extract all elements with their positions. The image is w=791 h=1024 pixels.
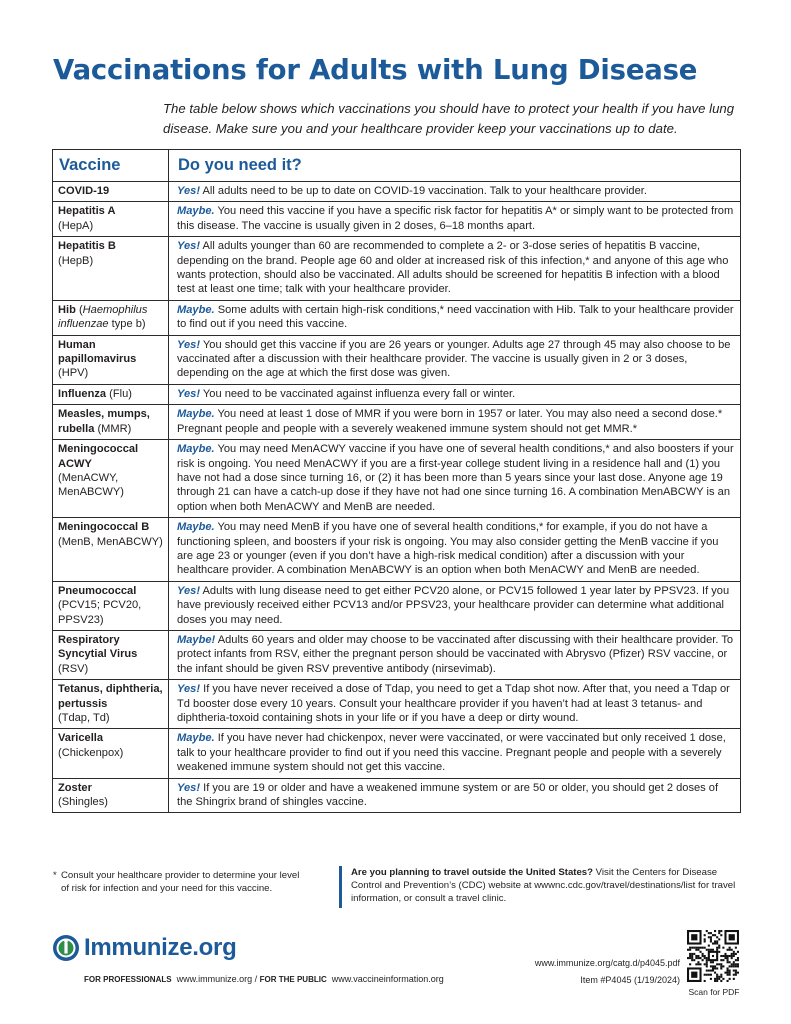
travel-text: Visit the Centers for Disease Control and Prevention’s (CDC) website at wwwnc.cdc.gov/travel/destinations/list for travel information, or consult a travel clinic.	[351, 867, 736, 904]
vaccine-name-cell	[53, 440, 169, 518]
recommendation-text: All adults need to be up to date on COVID-19 vaccination. Talk to your healthcare provider.	[200, 185, 647, 197]
vaccine-abbrev: (MenB, MenABCWY)	[58, 535, 163, 548]
vaccine-abbrev: (Tdap, Td)	[58, 712, 110, 724]
footnote-star: *	[53, 870, 57, 881]
vaccine-abbrev: (Haemophilus influenzae type b)	[58, 303, 148, 331]
answer-label: Maybe.	[177, 443, 215, 456]
recommendation-text: If you are 19 or older and have a weakened immune system or are 50 or older, you should get 2 doses of the Shingrix brand of shingles vaccine.	[177, 781, 719, 809]
vaccine-name: Influenza	[58, 387, 107, 400]
recommendation-cell	[169, 202, 741, 237]
answer-label: Maybe.	[177, 732, 215, 745]
recommendation-cell	[169, 630, 741, 679]
vaccine-name-cell	[53, 518, 169, 582]
vaccine-abbrev: (MenACWY, MenABCWY)	[58, 471, 124, 499]
vaccine-name: Meningococcal ACWY	[58, 443, 139, 470]
table-row	[53, 182, 741, 202]
vaccine-name: Hib	[58, 303, 76, 316]
recommendation-text: You should get this vaccine if you are 26 years or younger. Adults age 27 through 45 may also choose to be vaccinated after a discussion with their healthcare provider. The vaccine is usually given in 2 or 3 doses, depending on the age at which the first dose was given.	[177, 338, 731, 380]
table-header-row	[53, 150, 741, 182]
recommendation-text: Some adults with certain high-risk conditions,* need vaccination with Hib. Talk to your healthcare provider to find out if you need this vaccine.	[177, 303, 734, 331]
vaccine-name: Meningococcal B	[58, 521, 150, 534]
footnote-line-2: of risk for infection and your need for this vaccine.	[61, 883, 273, 894]
vaccine-name: Zoster	[58, 781, 92, 794]
table-row	[53, 237, 741, 301]
table-row	[53, 581, 741, 630]
vaccine-name-cell	[53, 680, 169, 729]
answer-label: Yes!	[177, 584, 201, 597]
table-row	[53, 335, 741, 384]
vaccine-name: Pneumococcal	[58, 584, 137, 597]
page-title: Vaccinations for Adults with Lung Disease	[53, 54, 698, 86]
travel-question: Are you planning to travel outside the United States?	[351, 867, 594, 878]
answer-label: Yes!	[177, 240, 201, 253]
recommendation-cell	[169, 581, 741, 630]
footnote-line-1: Consult your healthcare provider to determine your level	[61, 870, 300, 881]
pro-label: FOR PROFESSIONALS	[84, 975, 172, 984]
vaccine-name: Measles, mumps, rubella	[58, 408, 150, 435]
table-row	[53, 405, 741, 440]
table-row	[53, 202, 741, 237]
vaccine-name: COVID-19	[58, 185, 110, 197]
vaccine-abbrev: (Shingles)	[58, 796, 108, 809]
vaccine-name: Hepatitis B	[58, 240, 116, 253]
table-row	[53, 680, 741, 729]
public-link[interactable]: www.vaccineinformation.org	[331, 974, 444, 984]
vaccine-name: Varicella	[58, 732, 104, 745]
vaccine-name-cell	[53, 384, 169, 404]
recommendation-text: Adults with lung disease need to get either PCV20 alone, or PCV15 followed 1 year later by PPSV23. If you have previously received either PCV13 and/or PPSV23, your healthcare provider can determine what additional doses you may need.	[177, 584, 730, 626]
intro-text: The table below shows which vaccinations you should have to protect your health if you have lung disease. Make sure you and your healthcare provider keep your vaccinations up to date.	[163, 101, 735, 136]
answer-label: Yes!	[177, 338, 201, 351]
vaccine-name: Human papillomavirus	[58, 338, 137, 366]
vaccine-abbrev: (MMR)	[94, 422, 132, 435]
recommendation-text: If you have never had chickenpox, never were vaccinated, or were vaccinated but only received 1 dose, talk to your healthcare provider to find out if you need this vaccine. Pregnant people and people with a severely weakened immune system should not get this vaccine.	[177, 732, 726, 774]
column-header-need: Do you need it?	[169, 150, 741, 182]
recommendation-cell	[169, 335, 741, 384]
vaccine-abbrev: (HPV)	[58, 367, 89, 380]
vaccine-name-cell	[53, 778, 169, 813]
immunize-logo[interactable]	[52, 930, 236, 966]
recommendation-text: You may need MenB if you have one of several health conditions,* for example, if you do not have a functioning spleen, and boosters if your risk is ongoing. You may also consider getting the MenB vaccine if you are age 23 or younger (even if you don’t have a high-risk medical condition) after a discussion with your healthcare provider. A combination MenABCWY is an option when both MenACWY and MenB are needed.	[177, 521, 719, 577]
answer-label: Maybe.	[177, 521, 215, 534]
travel-box	[339, 866, 739, 908]
recommendation-cell	[169, 778, 741, 813]
logo-wordmark: Immunize.org	[84, 934, 237, 961]
recommendation-cell	[169, 405, 741, 440]
answer-label: Maybe.	[177, 408, 215, 421]
public-label: FOR THE PUBLIC	[259, 975, 327, 984]
bottom-links	[84, 974, 444, 984]
answer-label: Maybe.	[177, 205, 215, 218]
vaccine-name-cell	[53, 182, 169, 202]
vaccine-name-cell	[53, 237, 169, 301]
recommendation-cell	[169, 182, 741, 202]
recommendation-cell	[169, 440, 741, 518]
table-row	[53, 518, 741, 582]
vaccine-name-cell	[53, 581, 169, 630]
table-row	[53, 729, 741, 778]
answer-label: Maybe!	[177, 633, 216, 646]
qr-code-icon[interactable]	[687, 930, 739, 982]
pdf-url[interactable]: www.immunize.org/catg.d/p4045.pdf	[534, 958, 680, 968]
recommendation-text: If you have never received a dose of Tdap, you need to get a Tdap shot now. After that, you need a Tdap or Td booster dose every 10 years. Consult your healthcare provider if you haven’t had at least 3 tetanus- and diphtheria-toxoid containing shots in your life or if you have a deep or dirty wound.	[177, 683, 730, 724]
immunize-logo-icon	[52, 934, 80, 962]
table-row	[53, 440, 741, 518]
answer-label: Yes!	[177, 387, 201, 400]
recommendation-cell	[169, 384, 741, 404]
recommendation-cell	[169, 300, 741, 335]
item-number: Item #P4045 (1/19/2024)	[580, 975, 680, 985]
pro-link[interactable]: www.immunize.org	[176, 974, 253, 984]
table-row	[53, 300, 741, 335]
vaccine-name: Respiratory Syncytial Virus	[58, 633, 138, 661]
recommendation-text: You need at least 1 dose of MMR if you were born in 1957 or later. You may also need a second dose.* Pregnant people and people with a severely weakened immune system should not get MMR.*	[177, 408, 723, 435]
recommendation-text: You may need MenACWY vaccine if you have one of several health conditions,* and also boosters if your risk is ongoing. You need MenACWY if you are a first-year college student living in a residence hall and (1) you have not had a dose since turning 16, or (2) it has been more than 5 years since your last dose. Anyone age 19 through 21 can have a catch-up dose if they have not had one since turning 16. A combination MenABCWY is an option when both MenACWY and MenB are needed.	[177, 443, 734, 513]
vaccine-abbrev: (PCV15; PCV20, PPSV23)	[58, 599, 142, 626]
vaccine-name-cell	[53, 630, 169, 679]
recommendation-text: You need to be vaccinated against influenza every fall or winter.	[200, 387, 516, 400]
vaccine-abbrev: (HepB)	[58, 254, 94, 267]
table-row	[53, 778, 741, 813]
table-row	[53, 630, 741, 679]
link-separator: /	[252, 974, 260, 984]
recommendation-cell	[169, 518, 741, 582]
recommendation-text: You need this vaccine if you have a specific risk factor for hepatitis A* or simply want to be protected from this disease. The vaccine is usually given in 2 doses, 6–18 months apart.	[177, 205, 734, 232]
table-row	[53, 384, 741, 404]
footnote	[53, 869, 333, 895]
answer-label: Maybe.	[177, 303, 215, 316]
recommendation-text: All adults younger than 60 are recommended to complete a 2- or 3-dose series of hepatitis B vaccine, depending on the brand. People age 60 and older at increased risk of this infection,* and anyone of this age who wants protection, should also be vaccinated. All adults should be screened for hepatitis B infection with a blood test at least one time; talk with your healthcare provider.	[177, 240, 729, 296]
vaccine-name-cell	[53, 405, 169, 440]
column-header-vaccine: Vaccine	[53, 150, 169, 182]
answer-label: Yes!	[177, 781, 201, 794]
vaccine-abbrev: (Flu)	[106, 387, 132, 400]
vaccine-table	[52, 149, 741, 813]
recommendation-cell	[169, 680, 741, 729]
recommendation-cell	[169, 237, 741, 301]
vaccine-name-cell	[53, 729, 169, 778]
recommendation-text: Adults 60 years and older may choose to be vaccinated after discussing with their healthcare provider. To protect infants from RSV, either the pregnant person should be vaccinated with Abrysvo (Pfizer) RSV vaccine, or the infant should be given RSV preventive antibody (nirsevimab).	[177, 633, 734, 675]
vaccine-name: Tetanus, diphtheria, pertussis	[58, 683, 163, 710]
document-info	[500, 955, 680, 989]
recommendation-cell	[169, 729, 741, 778]
vaccine-name: Hepatitis A	[58, 205, 116, 218]
vaccine-name-cell	[53, 300, 169, 335]
answer-label: Yes!	[177, 683, 201, 696]
vaccine-abbrev: (HepA)	[58, 219, 94, 232]
vaccine-name-cell	[53, 202, 169, 237]
vaccine-abbrev: (RSV)	[58, 662, 89, 675]
scan-label: Scan for PDF	[688, 987, 740, 997]
vaccine-abbrev: (Chickenpox)	[58, 746, 124, 759]
answer-label: Yes!	[177, 185, 201, 197]
vaccine-name-cell	[53, 335, 169, 384]
